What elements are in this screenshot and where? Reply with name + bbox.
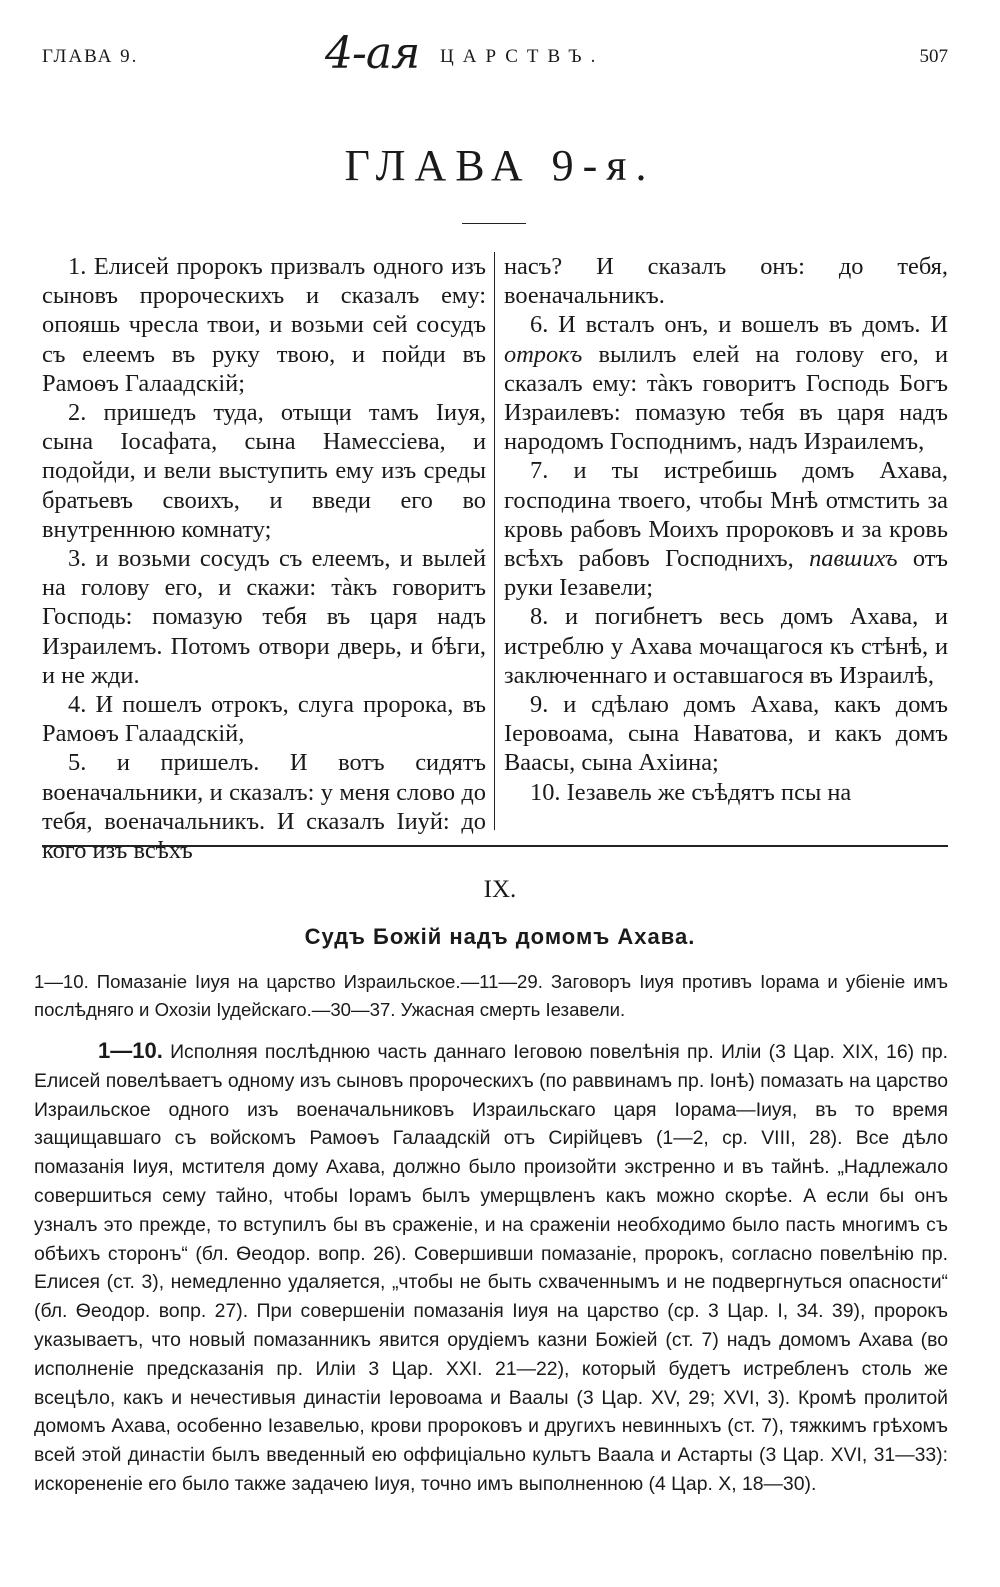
title-divider xyxy=(462,223,526,224)
verse-7 xyxy=(504,456,948,602)
chapter-title: ГЛАВА 9-я. xyxy=(344,141,656,190)
running-head-book: ЦАРСТВЪ. xyxy=(440,46,605,67)
verse-6-text: 6. И всталъ онъ, и вошелъ въ домъ. И xyxy=(530,311,948,339)
scripture-columns xyxy=(42,252,948,865)
verse-10: 10. Іезавель же съѣдятъ псы на xyxy=(530,778,852,806)
section-title: Судъ Божій надъ домомъ Ахава. xyxy=(304,924,696,949)
verse-5: 5. и пришелъ. И вотъ сидятъ военачальники, и сказалъ: у меня слово до тебя, военачальникъ. И сказалъ Іиуй: до кого изъ всѣхъ xyxy=(42,749,486,865)
handwritten-annotation: 4-ая xyxy=(325,28,420,79)
column-divider xyxy=(494,252,495,830)
verse-7-text: 7. и ты истребишь домъ Ахава, господина твоего, чтобы Мнѣ отмстить за кровь рабовъ Моихъ пророковъ и за кровь всѣхъ рабовъ Господнихъ, xyxy=(504,457,948,573)
verse-7-italic: павшихъ xyxy=(809,545,898,573)
section-number: IX. xyxy=(483,876,517,903)
verse-7-text-end: отъ руки Іезавели; xyxy=(504,545,948,602)
verse-4: 4. И пошелъ отрокъ, слуга пророка, въ Рамоѳъ Галаадскій, xyxy=(42,691,486,748)
commentary-paragraph xyxy=(34,1037,948,1499)
verse-6-italic: отрокъ xyxy=(504,340,583,368)
verse-6-text-end: вылилъ елей на голову его, и сказалъ ему: тàкъ говоритъ Господь Богъ Израилевъ: помазую тебя въ царя надъ народомъ Господнимъ, надъ Израилемъ, xyxy=(504,340,948,456)
verse-2: 2. пришедъ туда, отыщи тамъ Іиуя, сына Іосафата, сына Намессіева, и подойди, и вели выступить ему изъ среды братьевъ своихъ, и введи его во внутреннюю комнату; xyxy=(42,399,486,543)
verse-8: 8. и погибнетъ весь домъ Ахава, и истреблю у Ахава мочащагося къ стѣнѣ, и заключеннаго и оставшагося въ Израилѣ, xyxy=(504,603,948,689)
verse-3: 3. и возьми сосудъ съ елеемъ, и вылей на голову его, и скажи: тàкъ говоритъ Господь: помазую тебя въ царя надъ Израилемъ. Потомъ отвори дверь, и бѣги, и не жди. xyxy=(42,545,486,689)
right-column xyxy=(504,252,948,807)
running-head-chapter: ГЛАВА 9. xyxy=(42,46,139,67)
verse-9: 9. и сдѣлаю домъ Ахава, какъ домъ Іеровоама, сына Наватова, и какъ домъ Ваасы, сына Ахіина; xyxy=(504,691,948,777)
section-divider xyxy=(42,845,948,847)
commentary-text: Исполняя послѣднюю часть даннаго Іеговою повелѣнія пр. Иліи (3 Цар. XIX, 16) пр. Елисей повелѣваетъ одному изъ сыновъ пророческихъ (по раввинамъ пр. Іонѣ) помазать на царство Израильское одного изъ военачальниковъ Израильскаго царя Іорама—Іиуя, въ то время защищавшаго съ войскомъ Рамоѳъ Галаадскій отъ Сирійцевъ (1—2, ср. VIII, 28). Все дѣло помазанія Іиуя, мстителя дому Ахава, должно было произойти экстренно и въ тайнѣ. „Надлежало совершиться сему тайно, чтобы Іорамъ былъ умерщвленъ какъ можно скорѣе. А если бы онъ узналъ это прежде, то вступилъ бы въ сраженіе, и на сраженіи необходимо было пасть многимъ съ обѣихъ сторонъ“ (бл. Ѳеодор. вопр. 26). Совершивши помазаніе, пророкъ, согласно повелѣнію пр. Елисея (ст. 3), немедленно удаляется, „чтобы не быть схваченнымъ и не подвергнуться опасности“ (бл. Ѳеодор. вопр. 27). При совершеніи помазанія Іиуя на царство (ср. 3 Цар. I, 34. 39), пророкъ указываетъ, что новый помазанникъ явится орудіемъ казни Божіей (ст. 7) надъ домомъ Ахава (во исполненіе предсказанія пр. Иліи 3 Цар. XXI. 21—22), который будетъ истребленъ столь же всецѣло, какъ и нечестивыя династіи Іеровоама и Ваалы (3 Цар. XV, 29; XVI, 3). Кромѣ пролитой домомъ Ахава, особенно Іезавелью, крови пророковъ и другихъ невинныхъ (ст. 7), тяжкимъ грѣхомъ всей этой династіи былъ введенный ею оффиціально культъ Ваала и Астарты (3 Цар. XVI, 31—33): искорененіе его было также задачею Іиуя, точно имъ выполненною (4 Цар. X, 18—30). xyxy=(34,1041,948,1495)
verse-6 xyxy=(504,310,948,456)
page-number: 507 xyxy=(919,46,948,67)
left-column xyxy=(42,252,486,865)
section-summary: 1—10. Помазаніе Іиуя на царство Израильское.—11—29. Заговоръ Іиуя противъ Іорама и убіеніе имъ послѣдняго и Охозіи Іудейскаго.—30—37. Ужасная смерть Іезавели. xyxy=(34,971,948,1020)
verse-1: 1. Елисей пророкъ призвалъ одного изъ сыновъ пророческихъ и сказалъ ему: опояшь чресла твои, и возьми сей сосудъ съ елеемъ въ руку твою, и пойди въ Рамоѳъ Галаадскій; xyxy=(42,253,486,397)
verse-5-continuation: насъ? И сказалъ онъ: до тебя, военачальникъ. xyxy=(504,253,948,310)
commentary-verse-range: 1—10. xyxy=(98,1038,163,1063)
running-head xyxy=(42,28,948,84)
